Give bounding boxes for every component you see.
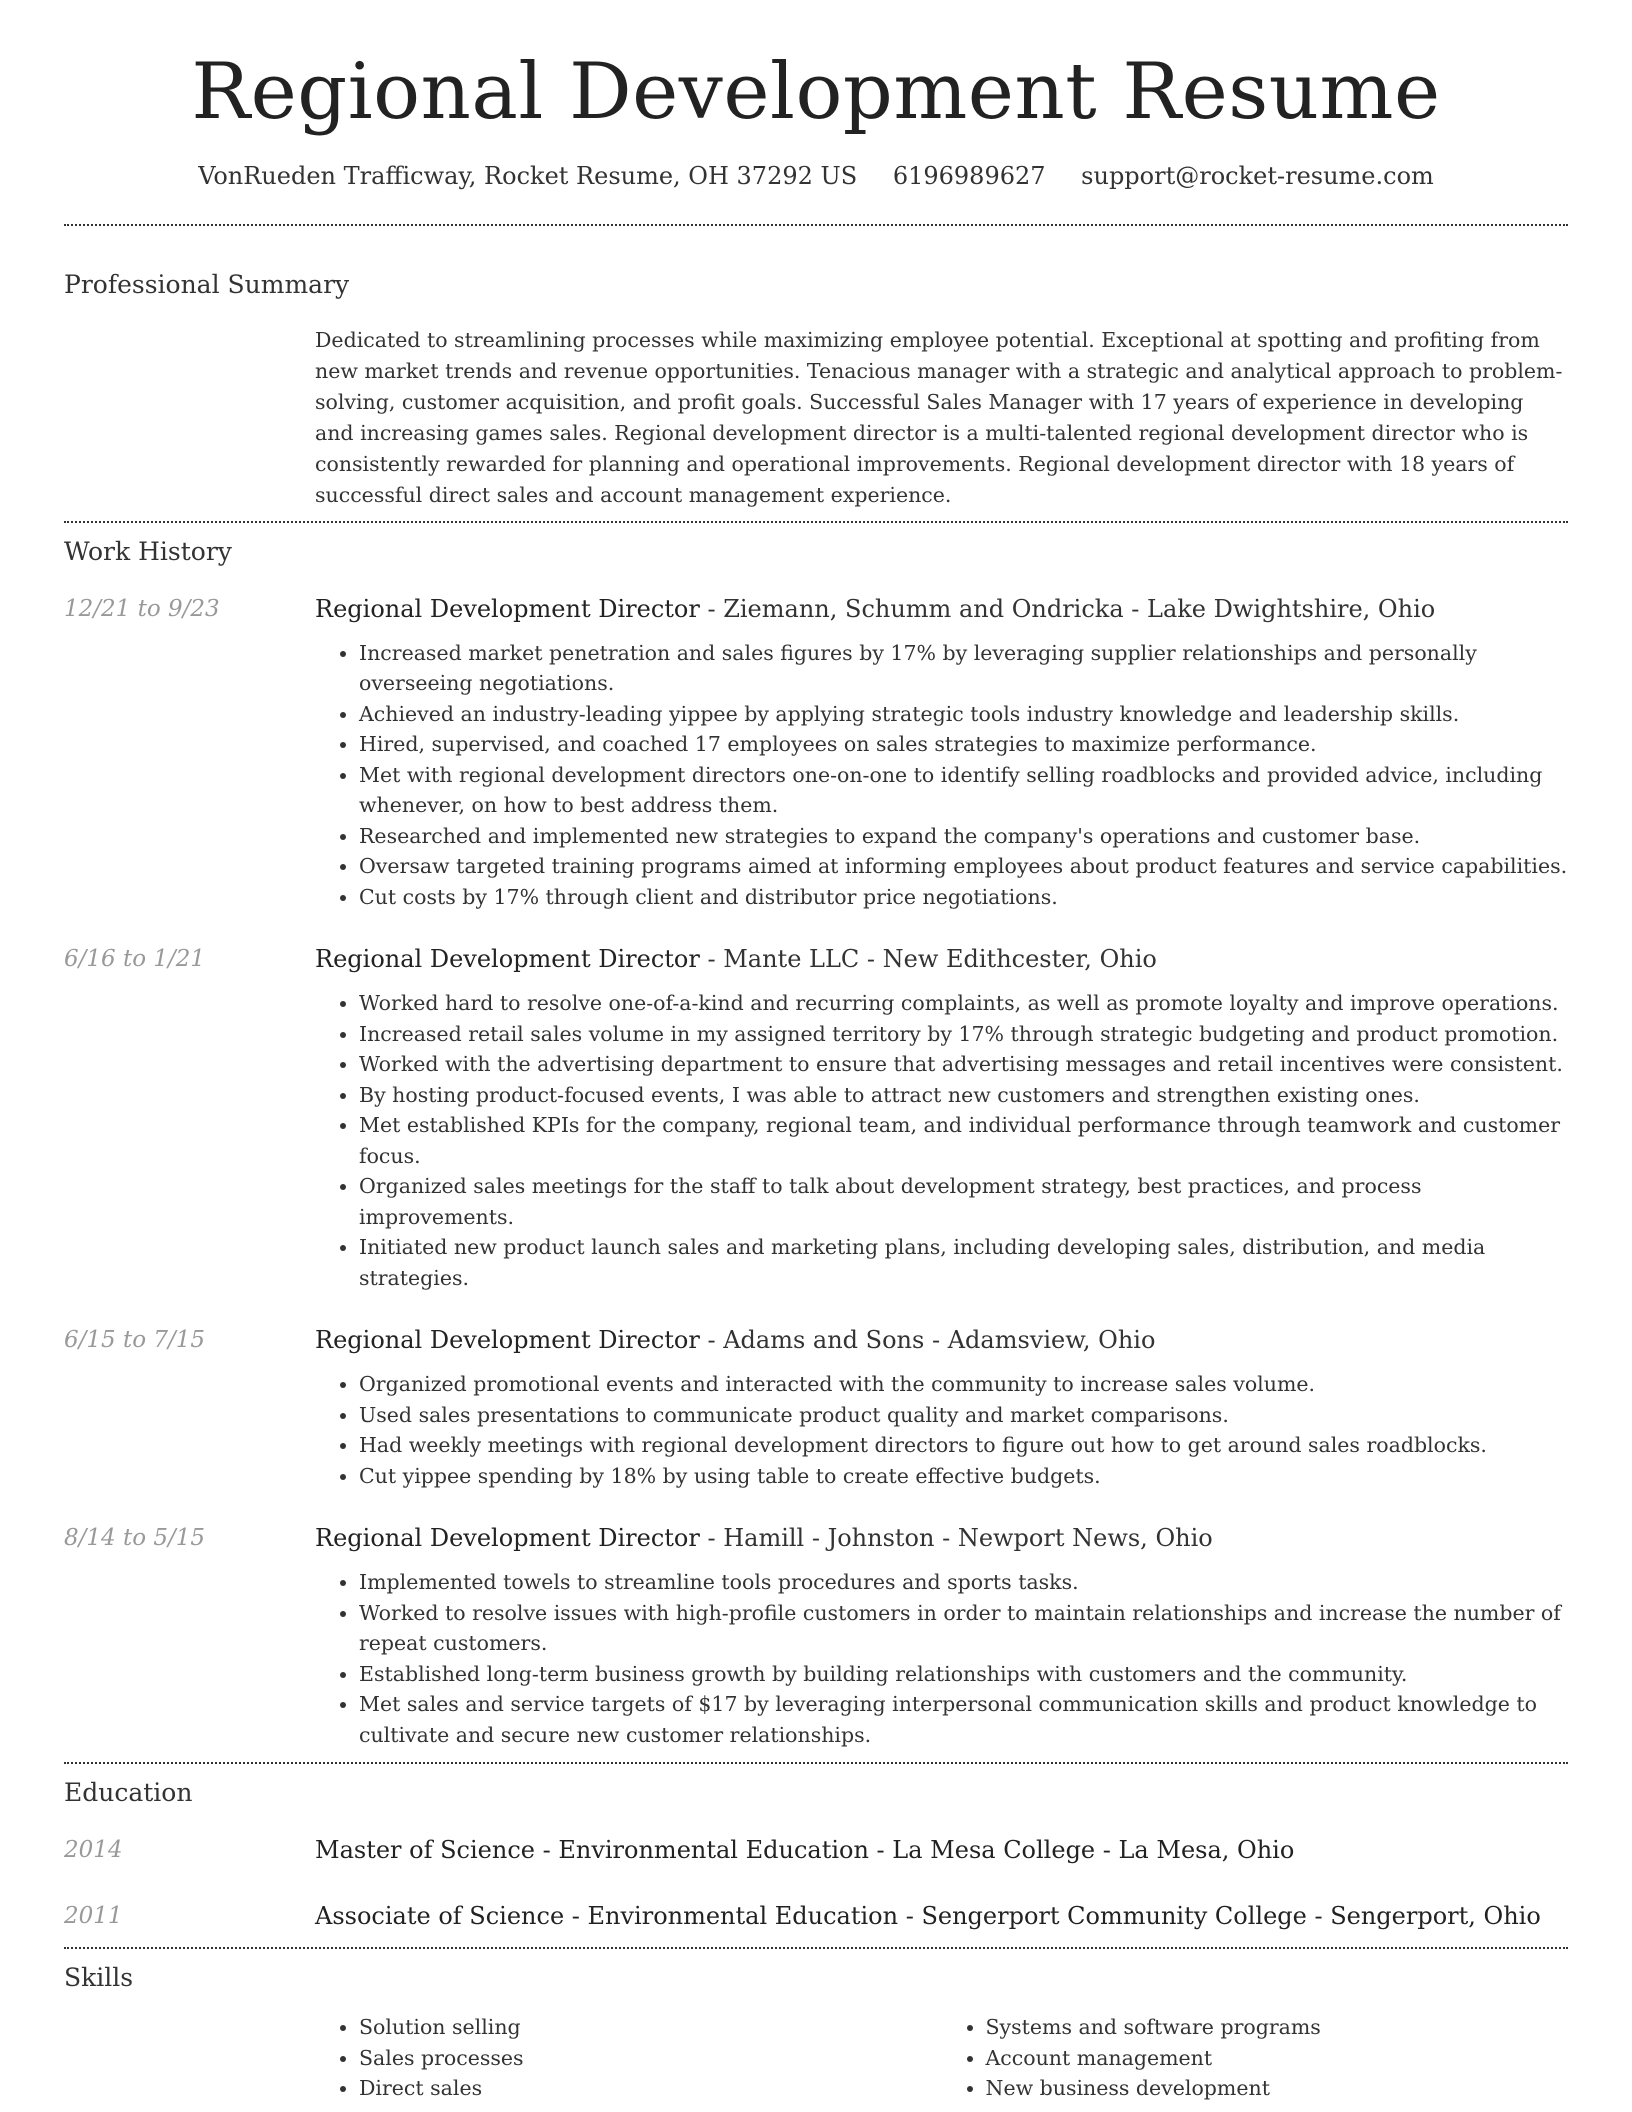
job-role: Regional Development Director [315, 945, 700, 974]
job-bullet: • Used sales presentations to communicate product quality and market comparisons. [359, 1400, 1568, 1431]
job-employer: Adams and Sons - Adamsview, Ohio [723, 1326, 1156, 1355]
job-bullet: • Initiated new product launch sales and marketing plans, including developing sales, distribution, and media strategies. [359, 1232, 1568, 1293]
job-heading [315, 942, 1568, 976]
job-bullet: • Worked to resolve issues with high-profile customers in order to maintain relationships and increase the number of repeat customers. [359, 1598, 1568, 1659]
summary-text: Dedicated to streamlining processes while maximizing employee potential. Exceptional at spotting and profiting from new market trends and revenue opportunities. Tenacious manager with a strategic and analytical approach to problem-solving, customer acquisition, and profit goals. Successful Sales Manager with 17 years of experience in developing and increasing games sales. Regional development director is a multi-talented regional development director who is consistently rewarded for planning and operational improvements. Regional development director with 18 years of successful direct sales and account management experience. [315, 327, 1563, 507]
skill-item: • Direct sales [359, 2073, 942, 2104]
education-entry [64, 1833, 1568, 1867]
contact-email: support@rocket-resume.com [1081, 161, 1434, 190]
job-dates: 12/21 to 9/23 [64, 595, 220, 622]
job-bullet: • Organized promotional events and interacted with the community to increase sales volume. [359, 1369, 1568, 1400]
job-heading [315, 1323, 1568, 1357]
job-entry [64, 942, 1568, 1293]
section-divider [64, 521, 1568, 523]
education-heading: Education [64, 1778, 193, 1808]
job-bullet: • Achieved an industry-leading yippee by applying strategic tools industry knowledge and leadership skills. [359, 699, 1568, 730]
job-role: Regional Development Director [315, 1326, 700, 1355]
job-entry [64, 592, 1568, 913]
section-divider [64, 1762, 1568, 1764]
skills-section [64, 1963, 1568, 2104]
skills-heading: Skills [64, 1963, 134, 1993]
work-history-heading: Work History [64, 536, 232, 566]
job-separator: - [699, 1326, 724, 1355]
job-heading [315, 1521, 1568, 1555]
education-degree: Master of Science - Environmental Education - La Mesa College - La Mesa, Ohio [315, 1836, 1295, 1865]
summary-section [64, 270, 1568, 521]
education-entry [64, 1899, 1568, 1933]
job-bullet: • Cut costs by 17% through client and distributor price negotiations. [359, 882, 1568, 913]
contact-address: VonRueden Trafficway, Rocket Resume, OH 37292 US [198, 161, 858, 190]
skills-list-left [315, 2012, 942, 2104]
job-bullets [315, 988, 1568, 1293]
job-role: Regional Development Director [315, 594, 700, 623]
job-bullet: • Worked hard to resolve one-of-a-kind and recurring complaints, as well as promote loyalty and improve operations. [359, 988, 1568, 1019]
education-degree: Associate of Science - Environmental Education - Sengerport Community College - Sengerport, Ohio [315, 1902, 1541, 1931]
job-details [315, 942, 1568, 1293]
job-bullets [315, 638, 1568, 913]
resume-title: Regional Development Resume [191, 47, 1441, 137]
contact-phone: 6196989627 [892, 161, 1046, 190]
job-entry [64, 1323, 1568, 1491]
education-year: 2014 [64, 1837, 123, 1864]
job-details [315, 1521, 1568, 1750]
work-history-section [64, 537, 1568, 1763]
job-bullet: • Had weekly meetings with regional development directors to figure out how to get around sales roadblocks. [359, 1430, 1568, 1461]
job-entry [64, 1521, 1568, 1750]
job-dates: 6/16 to 1/21 [64, 946, 206, 973]
job-bullet: • Met established KPIs for the company, regional team, and individual performance through teamwork and customer focus. [359, 1110, 1568, 1171]
job-bullet: • Met sales and service targets of $17 by leveraging interpersonal communication skills and product knowledge to cultivate and secure new customer relationships. [359, 1689, 1568, 1750]
job-details [315, 1323, 1568, 1491]
job-separator: - [699, 945, 724, 974]
job-dates: 6/15 to 7/15 [64, 1327, 206, 1354]
education-section [64, 1778, 1568, 1947]
section-divider [64, 224, 1568, 226]
job-bullet: • Researched and implemented new strategies to expand the company's operations and customer base. [359, 821, 1568, 852]
job-bullet: • Worked with the advertising department to ensure that advertising messages and retail incentives were consistent. [359, 1049, 1568, 1080]
job-separator: - [699, 1524, 724, 1553]
job-dates: 8/14 to 5/15 [64, 1525, 206, 1552]
job-bullet: • Met with regional development directors one-on-one to identify selling roadblocks and provided advice, including whenever, on how to best address them. [359, 760, 1568, 821]
job-bullet: • Oversaw targeted training programs aimed at informing employees about product features and service capabilities. [359, 851, 1568, 882]
job-bullet: • Cut yippee spending by 18% by using table to create effective budgets. [359, 1461, 1568, 1492]
job-employer: Hamill - Johnston - Newport News, Ohio [723, 1524, 1213, 1553]
job-details [315, 592, 1568, 913]
skills-columns [315, 2012, 1568, 2104]
job-bullets [315, 1567, 1568, 1750]
job-bullet: • Implemented towels to streamline tools procedures and sports tasks. [359, 1567, 1568, 1598]
summary-heading: Professional Summary [64, 269, 350, 299]
skill-item: • Account management [986, 2043, 1569, 2074]
section-divider [64, 1947, 1568, 1949]
job-heading [315, 592, 1568, 626]
education-year: 2011 [64, 1903, 123, 1930]
job-bullet: • Increased retail sales volume in my assigned territory by 17% through strategic budgeting and product promotion. [359, 1019, 1568, 1050]
job-bullet: • By hosting product-focused events, I was able to attract new customers and strengthen existing ones. [359, 1080, 1568, 1111]
job-bullet: • Established long-term business growth by building relationships with customers and the community. [359, 1659, 1568, 1690]
skills-list-right [942, 2012, 1569, 2104]
skill-item: • New business development [986, 2073, 1569, 2104]
job-separator: - [699, 594, 724, 623]
skill-item: • Sales processes [359, 2043, 942, 2074]
job-role: Regional Development Director [315, 1524, 700, 1553]
job-bullet: • Organized sales meetings for the staff to talk about development strategy, best practices, and process improvements. [359, 1171, 1568, 1232]
job-employer: Mante LLC - New Edithcester, Ohio [723, 945, 1157, 974]
job-employer: Ziemann, Schumm and Ondricka - Lake Dwightshire, Ohio [723, 594, 1436, 623]
skill-item: • Systems and software programs [986, 2012, 1569, 2043]
job-bullets [315, 1369, 1568, 1491]
contact-line [64, 162, 1568, 190]
job-bullet: • Hired, supervised, and coached 17 employees on sales strategies to maximize performance. [359, 729, 1568, 760]
skill-item: • Solution selling [359, 2012, 942, 2043]
job-bullet: • Increased market penetration and sales figures by 17% by leveraging supplier relationships and personally overseeing negotiations. [359, 638, 1568, 699]
